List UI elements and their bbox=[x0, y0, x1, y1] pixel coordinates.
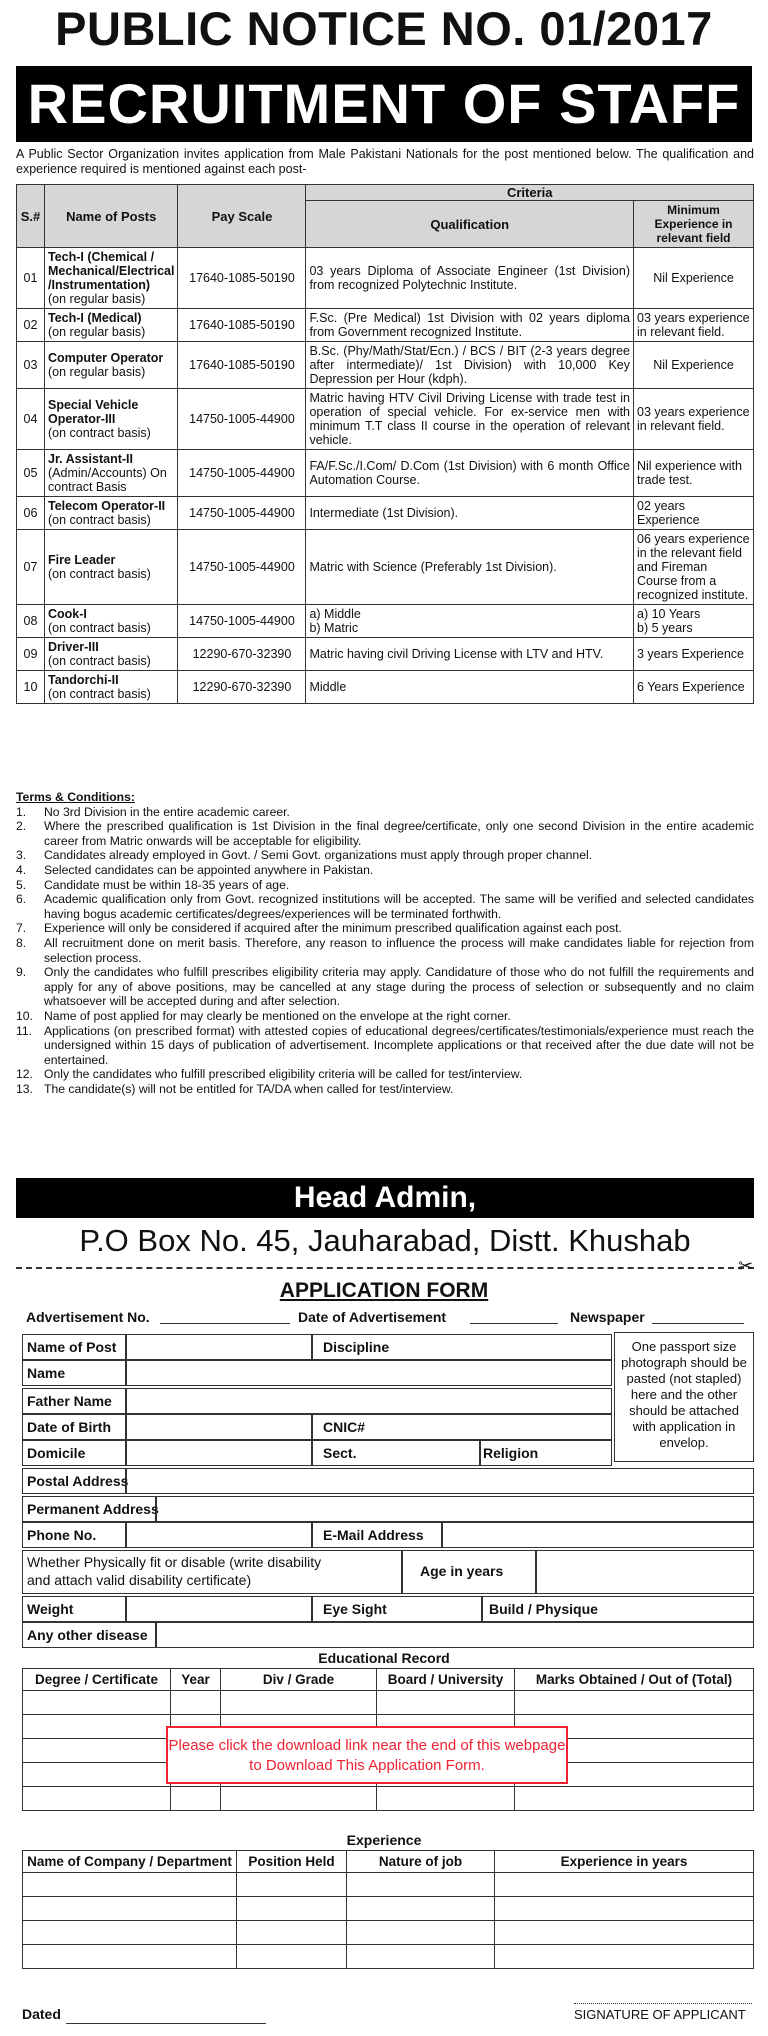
post-sn: 07 bbox=[17, 530, 45, 605]
post-title: Tech-I (Medical) bbox=[48, 311, 142, 325]
edu-record-title: Educational Record bbox=[318, 1650, 450, 1666]
post-qualification: B.Sc. (Phy/Math/Stat/Ecn.) / BCS / BIT (2-3 years degree after intermediate)/ 1st Division) with 10,000 Key Depression per Hour (kdph). bbox=[306, 342, 634, 389]
post-pay-scale: 14750-1005-44900 bbox=[178, 605, 306, 638]
post-row bbox=[17, 671, 754, 704]
term-item bbox=[16, 805, 754, 820]
edu-col-board: Board / University bbox=[377, 1669, 515, 1691]
col-experience: Minimum Experience in relevant field bbox=[634, 201, 754, 248]
post-experience: 03 years experience in relevant field. bbox=[634, 309, 754, 342]
post-pay-scale: 14750-1005-44900 bbox=[178, 497, 306, 530]
term-text: Only the candidates who fulfill prescribes eligibility criteria may apply. Candidature of those who do not fulfill the requirements and apply for any of above positions, may be cancelled at any stage during the process of selection or subsequently and no claim whatsoever will be accepted during and after selection. bbox=[44, 965, 754, 1009]
post-sn: 02 bbox=[17, 309, 45, 342]
post-qualification: Intermediate (1st Division). bbox=[306, 497, 634, 530]
post-row bbox=[17, 638, 754, 671]
post-pay-scale: 17640-1085-50190 bbox=[178, 342, 306, 389]
disability-label: Whether Physically fit or disable (write disability and attach valid disability certificate) bbox=[27, 1554, 322, 1588]
term-number: 12. bbox=[16, 1067, 33, 1082]
discipline-label: Discipline bbox=[323, 1339, 390, 1355]
domicile-field[interactable] bbox=[126, 1440, 312, 1466]
term-item bbox=[16, 848, 754, 863]
post-title: Tandorchi-II bbox=[48, 673, 119, 687]
cut-line bbox=[16, 1267, 754, 1269]
post-row bbox=[17, 309, 754, 342]
post-row bbox=[17, 450, 754, 497]
edu-col-year: Year bbox=[171, 1669, 221, 1691]
build-label: Build / Physique bbox=[489, 1601, 598, 1617]
post-experience: 06 years experience in the relevant field and Fireman Course from a recognized institute. bbox=[634, 530, 754, 605]
term-text: Applications (on prescribed format) with attested copies of educational degrees/certificates/testimonials/experience must reach the undersigned within 15 days of publication of advertisement. Incomplete applications or that received after the due date will not be entertained. bbox=[44, 1023, 754, 1067]
age-field[interactable] bbox=[536, 1550, 754, 1594]
term-text: Selected candidates can be appointed anywhere in Pakistan. bbox=[44, 862, 374, 877]
edu-col-degree: Degree / Certificate bbox=[23, 1669, 171, 1691]
post-row bbox=[17, 605, 754, 638]
col-sn: S.# bbox=[17, 185, 45, 248]
post-title: Special Vehicle Operator-III bbox=[48, 398, 139, 426]
post-qualification: Matric having HTV Civil Driving License with trade test in operation of special vehicle. For ex-service men with minimum T.T class II course in the operation of relevant vehicle. bbox=[306, 389, 634, 450]
term-text: Experience will only be considered if acquired after the minimum prescribed qualification against each post. bbox=[44, 921, 622, 936]
terms-list bbox=[16, 805, 754, 1097]
scissors-icon: ✂ bbox=[738, 1256, 754, 1276]
exp-col-company: Name of Company / Department bbox=[23, 1851, 237, 1873]
term-item bbox=[16, 863, 754, 878]
post-pay-scale: 12290-670-32390 bbox=[178, 638, 306, 671]
term-item bbox=[16, 1082, 754, 1097]
cnic-label: CNIC# bbox=[323, 1419, 366, 1435]
term-item bbox=[16, 1067, 754, 1082]
father-name-label: Father Name bbox=[27, 1393, 112, 1409]
post-row bbox=[17, 497, 754, 530]
term-number: 4. bbox=[16, 862, 27, 877]
term-item bbox=[16, 965, 754, 1009]
term-number: 2. bbox=[16, 819, 27, 834]
dated-field[interactable] bbox=[66, 2006, 266, 2024]
post-sn: 01 bbox=[17, 248, 45, 309]
sect-label: Sect. bbox=[323, 1445, 357, 1461]
post-basis: (on regular basis) bbox=[48, 365, 146, 379]
postal-address-field[interactable] bbox=[126, 1468, 754, 1494]
edu-col-marks: Marks Obtained / Out of (Total) bbox=[515, 1669, 754, 1691]
post-experience: Nil Experience bbox=[634, 248, 754, 309]
post-qualification: Middle bbox=[306, 671, 634, 704]
weight-label: Weight bbox=[27, 1601, 74, 1617]
head-admin-banner: Head Admin, bbox=[16, 1178, 754, 1218]
post-row bbox=[17, 530, 754, 605]
post-experience: Nil experience with trade test. bbox=[634, 450, 754, 497]
post-name-cell bbox=[45, 605, 178, 638]
post-title: Tech-I (Chemical / Mechanical/Electrical /Instrumentation) bbox=[48, 250, 175, 292]
dated-label: Dated bbox=[22, 2006, 61, 2022]
post-qualification: Matric with Science (Preferably 1st Division). bbox=[306, 530, 634, 605]
post-sn: 08 bbox=[17, 605, 45, 638]
term-number: 8. bbox=[16, 935, 27, 950]
eye-sight-label: Eye Sight bbox=[323, 1601, 387, 1617]
post-qualification: FA/F.Sc./I.Com/ D.Com (1st Division) with 6 month Office Automation Course. bbox=[306, 450, 634, 497]
term-item bbox=[16, 1009, 754, 1024]
post-basis: (on contract basis) bbox=[48, 621, 151, 635]
term-number: 1. bbox=[16, 804, 27, 819]
exp-col-nature: Nature of job bbox=[347, 1851, 495, 1873]
edu-row[interactable] bbox=[23, 1691, 754, 1715]
post-basis: (on contract basis) bbox=[48, 687, 151, 701]
domicile-label: Domicile bbox=[27, 1445, 86, 1461]
age-label: Age in years bbox=[420, 1563, 504, 1579]
dob-field[interactable] bbox=[126, 1414, 312, 1440]
post-experience: 02 years Experience bbox=[634, 497, 754, 530]
post-name-cell bbox=[45, 671, 178, 704]
term-number: 11. bbox=[16, 1023, 33, 1038]
term-number: 6. bbox=[16, 892, 27, 907]
exp-row[interactable] bbox=[23, 1945, 754, 1969]
term-text: The candidate(s) will not be entitled for TA/DA when called for test/interview. bbox=[44, 1081, 454, 1096]
post-experience: 3 years Experience bbox=[634, 638, 754, 671]
term-item bbox=[16, 892, 754, 921]
permanent-address-label: Permanent Address bbox=[27, 1501, 159, 1517]
post-qualification: F.Sc. (Pre Medical) 1st Division with 02 years diploma from Government recognized Institute. bbox=[306, 309, 634, 342]
exp-col-years: Experience in years bbox=[495, 1851, 754, 1873]
term-text: Academic qualification only from Govt. recognized institutions will be accepted. The same will be verified and selected candidates having bogus academic certificates/degrees/experiences will be terminated forthwith. bbox=[44, 892, 754, 921]
post-basis: (on regular basis) bbox=[48, 325, 146, 339]
term-item bbox=[16, 878, 754, 893]
edu-col-grade: Div / Grade bbox=[221, 1669, 377, 1691]
phone-field[interactable] bbox=[126, 1522, 312, 1548]
post-name-cell bbox=[45, 342, 178, 389]
post-basis: (on contract basis) bbox=[48, 654, 151, 668]
notice-number-heading: PUBLIC NOTICE NO. 01/2017 bbox=[55, 2, 713, 55]
edu-row[interactable] bbox=[23, 1787, 754, 1811]
term-item bbox=[16, 936, 754, 965]
post-experience: a) 10 Years b) 5 years bbox=[634, 605, 754, 638]
term-number: 5. bbox=[16, 877, 27, 892]
post-title: Jr. Assistant-II bbox=[48, 452, 133, 466]
post-name-cell bbox=[45, 450, 178, 497]
post-sn: 05 bbox=[17, 450, 45, 497]
post-row bbox=[17, 389, 754, 450]
signature-label: SIGNATURE OF APPLICANT bbox=[574, 2007, 746, 2022]
posts-table bbox=[16, 184, 754, 704]
term-number: 3. bbox=[16, 848, 27, 863]
col-criteria: Criteria bbox=[306, 185, 754, 201]
adv-date-label: Date of Advertisement bbox=[298, 1309, 447, 1325]
post-title: Fire Leader bbox=[48, 553, 116, 567]
post-sn: 09 bbox=[17, 638, 45, 671]
post-name-cell bbox=[45, 497, 178, 530]
father-name-field[interactable] bbox=[126, 1388, 612, 1414]
post-pay-scale: 12290-670-32390 bbox=[178, 671, 306, 704]
term-number: 13. bbox=[16, 1081, 33, 1096]
col-qualification: Qualification bbox=[306, 201, 634, 248]
name-field[interactable] bbox=[126, 1360, 612, 1386]
term-item bbox=[16, 921, 754, 936]
post-basis: (Admin/Accounts) On contract Basis bbox=[48, 466, 167, 494]
recruitment-banner: RECRUITMENT OF STAFF bbox=[16, 66, 752, 142]
post-experience: Nil Experience bbox=[634, 342, 754, 389]
email-label: E-Mail Address bbox=[323, 1527, 424, 1543]
download-notice[interactable]: Please click the download link near the end of this webpage to Download This Application Form. bbox=[166, 1726, 568, 1784]
email-field[interactable] bbox=[442, 1522, 754, 1548]
name-of-post-label: Name of Post bbox=[27, 1339, 117, 1355]
photo-box[interactable]: One passport size photograph should be pasted (not stapled) here and the other should be attached with application in envelop. bbox=[614, 1332, 754, 1462]
post-basis: (on contract basis) bbox=[48, 513, 151, 527]
post-title: Cook-I bbox=[48, 607, 87, 621]
post-title: Telecom Operator-II bbox=[48, 499, 166, 513]
post-basis: (on regular basis) bbox=[48, 292, 146, 306]
terms-heading: Terms & Conditions: bbox=[16, 790, 135, 804]
post-pay-scale: 14750-1005-44900 bbox=[178, 450, 306, 497]
post-pay-scale: 17640-1085-50190 bbox=[178, 309, 306, 342]
intro-paragraph: A Public Sector Organization invites application from Male Pakistani Nationals for the post mentioned below. The qualification and experience required is mentioned against each post- bbox=[16, 147, 754, 176]
term-text: No 3rd Division in the entire academic career. bbox=[44, 804, 290, 819]
post-title: Driver-III bbox=[48, 640, 99, 654]
signature-field[interactable] bbox=[574, 1990, 752, 2004]
name-label: Name bbox=[27, 1365, 66, 1381]
post-sn: 03 bbox=[17, 342, 45, 389]
permanent-address-field[interactable] bbox=[156, 1496, 754, 1522]
post-title: Computer Operator bbox=[48, 351, 164, 365]
post-pay-scale: 17640-1085-50190 bbox=[178, 248, 306, 309]
post-experience: 6 Years Experience bbox=[634, 671, 754, 704]
term-text: Candidate must be within 18-35 years of age. bbox=[44, 877, 290, 892]
post-pay-scale: 14750-1005-44900 bbox=[178, 389, 306, 450]
col-post: Name of Posts bbox=[45, 185, 178, 248]
post-name-cell bbox=[45, 309, 178, 342]
exp-col-position: Position Held bbox=[237, 1851, 347, 1873]
term-text: Name of post applied for may clearly be mentioned on the envelope at the right corner. bbox=[44, 1008, 511, 1023]
post-experience: 03 years experience in relevant field. bbox=[634, 389, 754, 450]
experience-table[interactable] bbox=[22, 1850, 754, 1969]
exp-row[interactable] bbox=[23, 1897, 754, 1921]
postal-address-label: Postal Address bbox=[27, 1473, 129, 1489]
exp-row[interactable] bbox=[23, 1873, 754, 1897]
newspaper-field[interactable] bbox=[652, 1306, 744, 1324]
post-qualification: 03 years Diploma of Associate Engineer (1st Division) from recognized Polytechnic Institute. bbox=[306, 248, 634, 309]
post-qualification: a) Middle b) Matric bbox=[306, 605, 634, 638]
post-pay-scale: 14750-1005-44900 bbox=[178, 530, 306, 605]
dob-label: Date of Birth bbox=[27, 1419, 111, 1435]
other-disease-label: Any other disease bbox=[27, 1627, 148, 1643]
term-item bbox=[16, 819, 754, 848]
post-sn: 04 bbox=[17, 389, 45, 450]
post-basis: (on contract basis) bbox=[48, 567, 151, 581]
adv-no-label: Advertisement No. bbox=[26, 1309, 150, 1325]
post-basis: (on contract basis) bbox=[48, 426, 151, 440]
term-number: 9. bbox=[16, 965, 27, 980]
post-name-cell bbox=[45, 389, 178, 450]
term-item bbox=[16, 1024, 754, 1068]
post-sn: 06 bbox=[17, 497, 45, 530]
post-row bbox=[17, 248, 754, 309]
phone-label: Phone No. bbox=[27, 1527, 97, 1543]
other-disease-field[interactable] bbox=[156, 1622, 754, 1648]
post-sn: 10 bbox=[17, 671, 45, 704]
po-box-address: P.O Box No. 45, Jauharabad, Distt. Khushab bbox=[79, 1223, 691, 1258]
experience-title: Experience bbox=[346, 1832, 422, 1848]
adv-no-field[interactable] bbox=[160, 1306, 290, 1324]
term-text: All recruitment done on merit basis. Therefore, any reason to influence the process will make candidates liable for rejection from selection process. bbox=[44, 935, 754, 965]
term-number: 7. bbox=[16, 921, 27, 936]
post-row bbox=[17, 342, 754, 389]
weight-field[interactable] bbox=[126, 1596, 312, 1622]
post-name-cell bbox=[45, 530, 178, 605]
application-form-title: APPLICATION FORM bbox=[279, 1279, 489, 1302]
term-text: Only the candidates who fulfill prescribed eligibility criteria will be called for test/interview. bbox=[44, 1067, 523, 1082]
adv-date-field[interactable] bbox=[470, 1306, 558, 1324]
exp-row[interactable] bbox=[23, 1921, 754, 1945]
post-name-cell bbox=[45, 638, 178, 671]
term-number: 10. bbox=[16, 1008, 33, 1023]
term-text: Where the prescribed qualification is 1st Division in the final degree/certificate, only one second Division in the entire academic career from Matric onwards will be acceptable for eligibility. bbox=[44, 819, 754, 848]
post-qualification: Matric having civil Driving License with LTV and HTV. bbox=[306, 638, 634, 671]
name-of-post-field[interactable] bbox=[126, 1334, 312, 1360]
religion-label: Religion bbox=[483, 1445, 539, 1461]
col-pay: Pay Scale bbox=[178, 185, 306, 248]
newspaper-label: Newspaper bbox=[570, 1309, 645, 1325]
term-text: Candidates already employed in Govt. / Semi Govt. organizations must apply through proper channel. bbox=[44, 848, 593, 863]
post-name-cell bbox=[45, 248, 178, 309]
terms-section bbox=[16, 790, 754, 1096]
